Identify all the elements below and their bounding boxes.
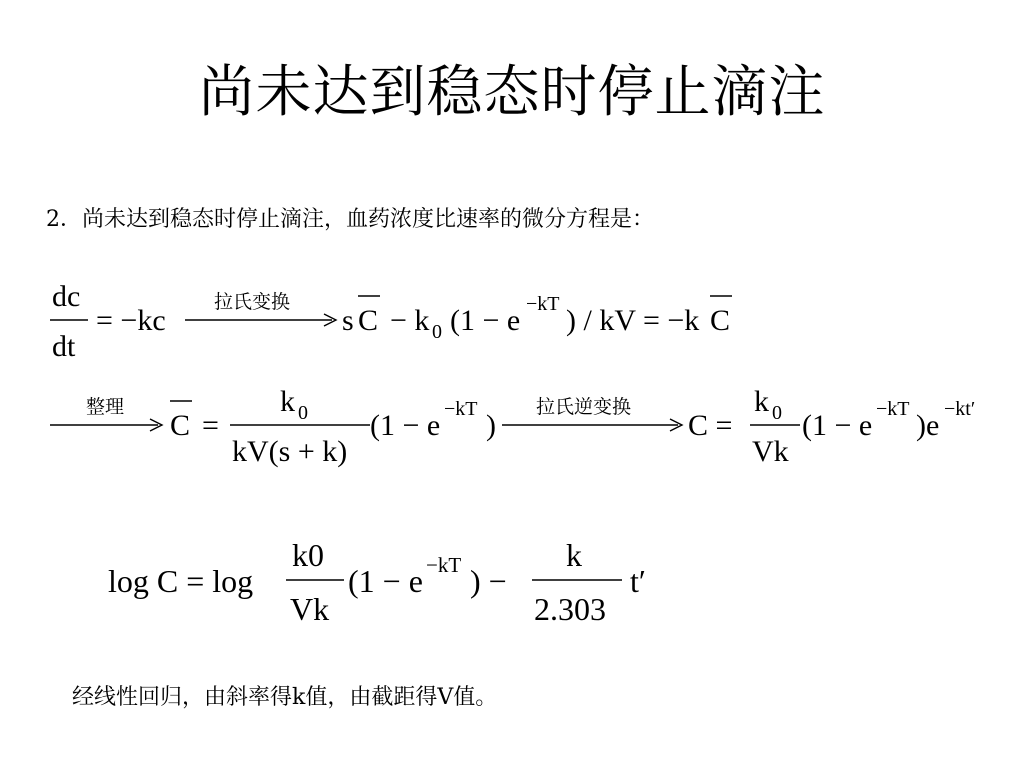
eq3-num1: k0 (292, 537, 324, 573)
svg-text:)e: )e (916, 409, 940, 442)
svg-text:(1 − e: (1 − e (450, 304, 521, 337)
svg-text:C =: C = (688, 409, 733, 442)
svg-text:s: s (342, 304, 354, 337)
eq1-rhs: = −kc (96, 304, 166, 337)
svg-text:(1 − e: (1 − e (802, 409, 873, 442)
eq3-num2: k (566, 537, 582, 573)
eq3-log-c: log C = log (108, 563, 254, 599)
eq3-den1: Vk (290, 591, 330, 627)
svg-text:(1 − e: (1 − e (370, 409, 441, 442)
eq1-numerator: dc (52, 280, 81, 313)
eq3-paren: (1 − e (348, 563, 423, 599)
arrow-label-inverse-laplace: 拉氏逆变换 (536, 396, 632, 418)
eq2-cbar (170, 385, 496, 468)
slide-title: 尚未达到稳态时停止滴注 (198, 60, 826, 125)
svg-text:kV(s + k): kV(s + k) (232, 435, 348, 468)
svg-text:0: 0 (772, 402, 782, 424)
svg-text:−kt′: −kt′ (944, 398, 976, 420)
arrow-label-laplace: 拉氏变换 (214, 291, 291, 313)
eq1-result (342, 293, 732, 343)
arrow-2 (50, 419, 162, 431)
svg-text:k: k (754, 385, 769, 418)
eq3-exp: −kT (426, 553, 462, 577)
arrow-3 (502, 419, 682, 431)
svg-text:k: k (280, 385, 295, 418)
equation-3 (100, 530, 720, 640)
equation-1 (40, 270, 800, 370)
svg-text:0: 0 (432, 321, 442, 343)
eq3-t: t′ (630, 563, 646, 599)
svg-text:) / kV = −k: ) / kV = −k (566, 304, 700, 337)
svg-text:C: C (358, 304, 379, 337)
svg-text:−kT: −kT (444, 398, 478, 420)
eq1-denominator: dt (52, 330, 76, 363)
svg-text:=: = (202, 409, 219, 442)
arrow-1 (185, 314, 336, 326)
arrow-label-arrange: 整理 (86, 396, 125, 418)
svg-text:−kT: −kT (876, 398, 910, 420)
svg-text:Vk: Vk (752, 435, 789, 468)
svg-text:− k: − k (390, 304, 430, 337)
svg-text:C: C (710, 304, 731, 337)
svg-text:C: C (170, 409, 191, 442)
conclusion-text: 经线性回归，由斜率得k值，由截距得V值。 (72, 685, 498, 710)
eq2-c (688, 385, 975, 468)
eq3-den2: 2.303 (534, 591, 606, 627)
eq3-minus: ) − (470, 563, 507, 599)
svg-text:−kT: −kT (526, 293, 560, 315)
svg-text:0: 0 (298, 402, 308, 424)
intro-text: 2．尚未达到稳态时停止滴注，血药浓度比速率的微分方程是： (46, 207, 654, 232)
svg-text:): ) (486, 409, 496, 442)
equation-2 (40, 375, 1000, 475)
